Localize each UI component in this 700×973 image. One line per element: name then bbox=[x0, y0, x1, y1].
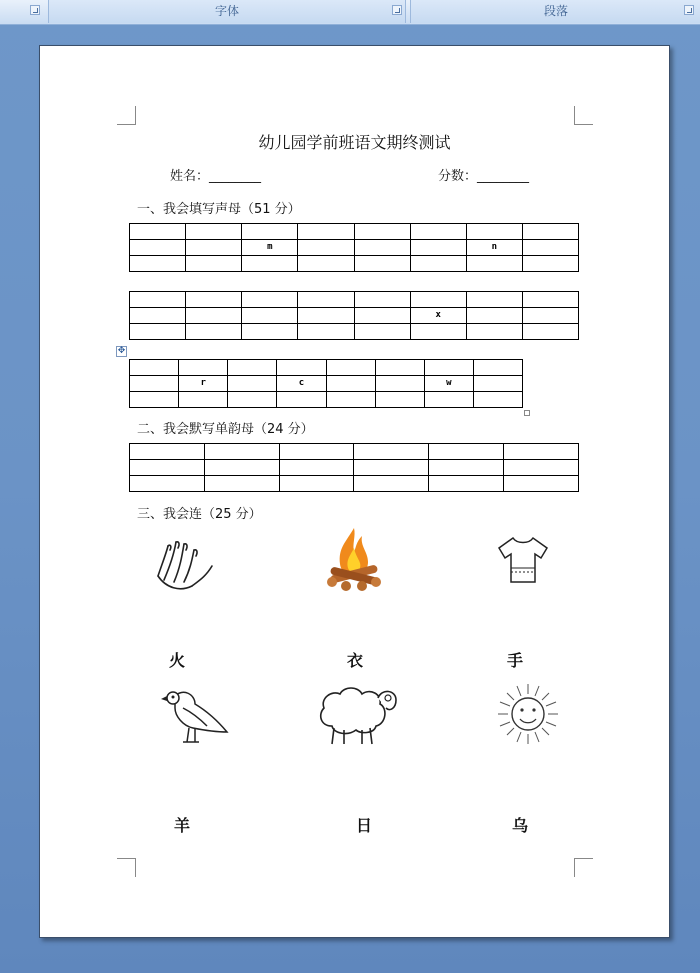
table-cell[interactable] bbox=[204, 460, 279, 476]
table-cell[interactable] bbox=[277, 392, 326, 408]
table-cell[interactable] bbox=[473, 376, 522, 392]
table-cell[interactable] bbox=[429, 476, 504, 492]
table-cell[interactable] bbox=[326, 376, 375, 392]
table-cell[interactable]: n bbox=[466, 240, 522, 256]
table-cell[interactable] bbox=[473, 392, 522, 408]
table-cell[interactable] bbox=[130, 444, 205, 460]
table-cell[interactable]: c bbox=[277, 376, 326, 392]
table-row bbox=[130, 256, 579, 272]
table-cell[interactable] bbox=[204, 476, 279, 492]
table-row bbox=[130, 224, 579, 240]
table-cell[interactable] bbox=[466, 256, 522, 272]
table-cell[interactable] bbox=[522, 240, 578, 256]
table-cell[interactable] bbox=[242, 308, 298, 324]
table-cell[interactable] bbox=[179, 360, 228, 376]
score-field: 分数：________ bbox=[438, 169, 530, 184]
table-cell[interactable] bbox=[242, 292, 298, 308]
table-cell[interactable] bbox=[130, 460, 205, 476]
table-cell[interactable] bbox=[354, 476, 429, 492]
table-cell[interactable] bbox=[466, 224, 522, 240]
table-cell[interactable] bbox=[354, 444, 429, 460]
table-move-handle-icon[interactable]: ✥ bbox=[117, 346, 126, 356]
table-cell[interactable] bbox=[354, 292, 410, 308]
table-cell[interactable] bbox=[279, 444, 354, 460]
table-cell[interactable] bbox=[130, 224, 186, 240]
sun-icon bbox=[493, 678, 563, 754]
table-row bbox=[130, 360, 523, 376]
table-resize-handle[interactable] bbox=[524, 410, 530, 416]
table-cell[interactable] bbox=[186, 292, 242, 308]
fire-icon bbox=[324, 526, 384, 592]
char-hand: 手 bbox=[507, 651, 524, 670]
table-cell[interactable]: m bbox=[242, 240, 298, 256]
table-cell[interactable] bbox=[298, 324, 354, 340]
ribbon-group-font bbox=[48, 0, 406, 23]
table-cell[interactable] bbox=[130, 324, 186, 340]
bird-icon bbox=[155, 682, 235, 758]
table-cell[interactable] bbox=[298, 224, 354, 240]
table-cell[interactable]: w bbox=[424, 376, 473, 392]
table-cell[interactable] bbox=[410, 256, 466, 272]
table-cell[interactable] bbox=[228, 360, 277, 376]
table-cell[interactable] bbox=[466, 324, 522, 340]
consonant-table-3[interactable] bbox=[129, 359, 523, 408]
consonant-table-1[interactable] bbox=[129, 223, 579, 272]
table-cell[interactable] bbox=[130, 360, 179, 376]
char-fire: 火 bbox=[169, 651, 186, 670]
shirt-icon bbox=[495, 534, 551, 586]
table-cell[interactable] bbox=[354, 256, 410, 272]
table-cell[interactable] bbox=[354, 460, 429, 476]
table-cell[interactable] bbox=[522, 308, 578, 324]
name-field: 姓名：________ bbox=[170, 169, 262, 184]
table-cell[interactable] bbox=[504, 476, 579, 492]
table-cell[interactable] bbox=[279, 476, 354, 492]
table-cell[interactable] bbox=[130, 392, 179, 408]
table-cell[interactable] bbox=[130, 476, 205, 492]
table-cell[interactable] bbox=[326, 392, 375, 408]
consonant-table-2[interactable] bbox=[129, 291, 579, 340]
char-clothes: 衣 bbox=[347, 651, 364, 670]
section-2-heading: 二、我会默写单韵母（24 分） bbox=[137, 422, 314, 437]
table-cell[interactable] bbox=[298, 308, 354, 324]
table-cell[interactable] bbox=[466, 308, 522, 324]
table-cell[interactable] bbox=[410, 224, 466, 240]
margin-corner-bottom-right bbox=[574, 858, 593, 877]
table-cell[interactable] bbox=[277, 360, 326, 376]
table-cell[interactable] bbox=[186, 240, 242, 256]
document-page[interactable] bbox=[39, 45, 670, 938]
table-cell[interactable] bbox=[204, 444, 279, 460]
table-cell[interactable] bbox=[429, 460, 504, 476]
table-cell[interactable] bbox=[424, 392, 473, 408]
char-bird: 乌 bbox=[512, 816, 529, 835]
dialog-launcher-icon[interactable] bbox=[30, 5, 40, 15]
table-cell[interactable] bbox=[375, 392, 424, 408]
table-cell[interactable] bbox=[522, 324, 578, 340]
char-sun: 日 bbox=[356, 816, 373, 835]
table-cell[interactable] bbox=[410, 292, 466, 308]
table-row bbox=[130, 444, 579, 460]
table-cell[interactable] bbox=[522, 292, 578, 308]
table-cell[interactable] bbox=[424, 360, 473, 376]
table-cell[interactable] bbox=[410, 324, 466, 340]
table-cell[interactable] bbox=[279, 460, 354, 476]
ribbon-bar bbox=[0, 0, 700, 25]
table-cell[interactable] bbox=[130, 292, 186, 308]
table-cell[interactable] bbox=[298, 240, 354, 256]
table-cell[interactable]: r bbox=[179, 376, 228, 392]
table-cell[interactable] bbox=[466, 292, 522, 308]
table-cell[interactable] bbox=[186, 308, 242, 324]
table-cell[interactable] bbox=[354, 240, 410, 256]
document-title: 幼儿园学前班语文期终测试 bbox=[258, 133, 451, 152]
table-row bbox=[130, 324, 579, 340]
char-sheep: 羊 bbox=[174, 816, 191, 835]
vowel-table[interactable] bbox=[129, 443, 579, 492]
font-dialog-launcher-icon[interactable] bbox=[392, 5, 402, 15]
table-cell[interactable] bbox=[186, 324, 242, 340]
section-3-heading: 三、我会连（25 分） bbox=[137, 507, 262, 522]
table-row bbox=[130, 376, 523, 392]
table-cell[interactable] bbox=[522, 224, 578, 240]
table-row bbox=[130, 240, 579, 256]
table-cell[interactable] bbox=[522, 256, 578, 272]
sheep-icon bbox=[316, 684, 400, 750]
table-cell[interactable] bbox=[242, 324, 298, 340]
table-cell[interactable] bbox=[186, 256, 242, 272]
table-cell[interactable] bbox=[375, 360, 424, 376]
table-cell[interactable] bbox=[186, 224, 242, 240]
ribbon-group-paragraph-label: 段落 bbox=[543, 4, 568, 18]
table-cell[interactable] bbox=[504, 444, 579, 460]
table-cell[interactable] bbox=[130, 256, 186, 272]
hand-icon bbox=[152, 536, 218, 594]
margin-corner-bottom-left bbox=[117, 858, 136, 877]
table-cell[interactable]: x bbox=[410, 308, 466, 324]
table-cell[interactable] bbox=[130, 308, 186, 324]
table-cell[interactable] bbox=[473, 360, 522, 376]
table-cell[interactable] bbox=[242, 224, 298, 240]
paragraph-dialog-launcher-icon[interactable] bbox=[684, 5, 694, 15]
table-cell[interactable] bbox=[429, 444, 504, 460]
table-cell[interactable] bbox=[410, 240, 466, 256]
table-row bbox=[130, 308, 579, 324]
table-cell[interactable] bbox=[354, 308, 410, 324]
table-cell[interactable] bbox=[130, 376, 179, 392]
table-cell[interactable] bbox=[504, 460, 579, 476]
table-row bbox=[130, 392, 523, 408]
ribbon-group-font-label: 字体 bbox=[214, 4, 239, 18]
table-row bbox=[130, 460, 579, 476]
table-cell[interactable] bbox=[354, 324, 410, 340]
table-cell[interactable] bbox=[298, 292, 354, 308]
table-cell[interactable] bbox=[354, 224, 410, 240]
table-cell[interactable] bbox=[228, 376, 277, 392]
table-cell[interactable] bbox=[179, 392, 228, 408]
table-row bbox=[130, 292, 579, 308]
ribbon-group-paragraph bbox=[410, 0, 700, 23]
table-cell[interactable] bbox=[228, 392, 277, 408]
table-cell[interactable] bbox=[375, 376, 424, 392]
table-cell[interactable] bbox=[326, 360, 375, 376]
margin-corner-top-left bbox=[117, 106, 136, 125]
table-cell[interactable] bbox=[130, 240, 186, 256]
margin-corner-top-right bbox=[574, 106, 593, 125]
table-cell[interactable] bbox=[242, 256, 298, 272]
table-row bbox=[130, 476, 579, 492]
section-1-heading: 一、我会填写声母（51 分） bbox=[137, 202, 301, 217]
table-cell[interactable] bbox=[298, 256, 354, 272]
